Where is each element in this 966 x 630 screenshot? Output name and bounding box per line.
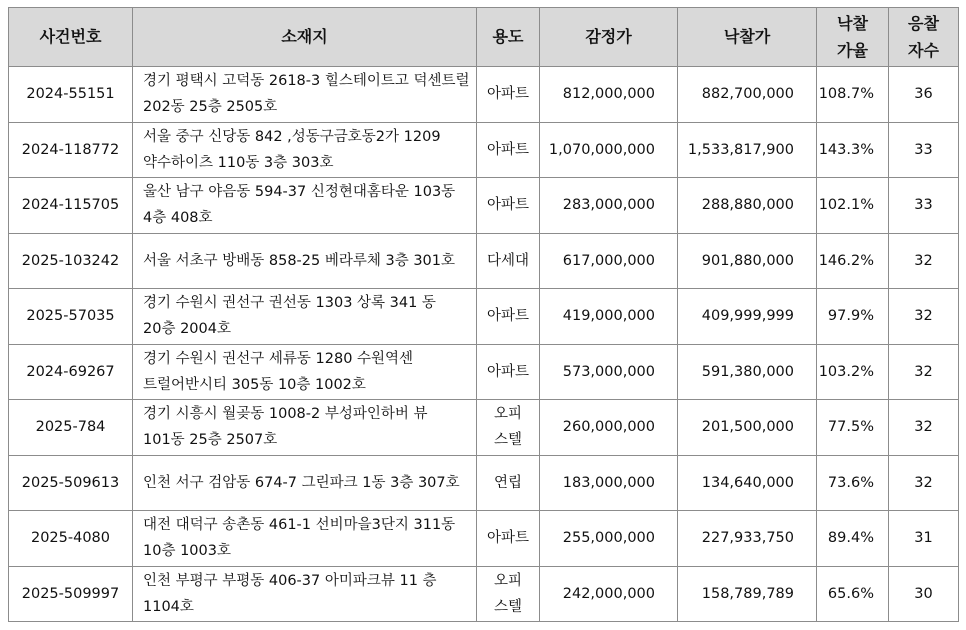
cell-appraisal: 255,000,000	[540, 511, 678, 567]
cell-appraisal: 260,000,000	[540, 400, 678, 456]
cell-use: 다세대	[477, 233, 540, 289]
cell-use: 아파트	[477, 289, 540, 345]
cell-location: 서울 서초구 방배동 858-25 베라루체 3층 301호	[133, 233, 477, 289]
cell-location: 울산 남구 야음동 594-37 신정현대홈타운 103동 4층 408호	[133, 178, 477, 234]
cell-location: 서울 중구 신당동 842 ,성동구금호동2가 1209 약수하이츠 110동 3층 303호	[133, 122, 477, 178]
header-bidders: 응찰 자수	[889, 8, 959, 67]
cell-winning-bid: 1,533,817,900	[678, 122, 817, 178]
cell-case-no: 2024-69267	[9, 344, 133, 400]
cell-use: 오피 스텔	[477, 400, 540, 456]
cell-bidders: 33	[889, 178, 959, 234]
cell-bidders: 31	[889, 511, 959, 567]
header-location: 소재지	[133, 8, 477, 67]
header-bid-rate: 낙찰 가율	[817, 8, 889, 67]
cell-location: 경기 평택시 고덕동 2618-3 힐스테이트고 덕센트럴 202동 25층 2505호	[133, 67, 477, 123]
cell-winning-bid: 134,640,000	[678, 455, 817, 511]
cell-bid-rate: 146.2%	[817, 233, 889, 289]
cell-bid-rate: 97.9%	[817, 289, 889, 345]
header-winning-bid: 낙찰가	[678, 8, 817, 67]
cell-case-no: 2025-509997	[9, 566, 133, 622]
cell-appraisal: 812,000,000	[540, 67, 678, 123]
table-row	[9, 566, 959, 622]
cell-winning-bid: 901,880,000	[678, 233, 817, 289]
table-row	[9, 400, 959, 456]
cell-use: 아파트	[477, 511, 540, 567]
cell-winning-bid: 882,700,000	[678, 67, 817, 123]
cell-winning-bid: 201,500,000	[678, 400, 817, 456]
table-row	[9, 511, 959, 567]
cell-winning-bid: 591,380,000	[678, 344, 817, 400]
table-header-row	[9, 8, 959, 67]
cell-use: 아파트	[477, 344, 540, 400]
cell-use: 아파트	[477, 122, 540, 178]
cell-bidders: 36	[889, 67, 959, 123]
cell-use: 아파트	[477, 178, 540, 234]
cell-case-no: 2024-55151	[9, 67, 133, 123]
cell-bidders: 32	[889, 233, 959, 289]
cell-bid-rate: 102.1%	[817, 178, 889, 234]
header-case-no: 사건번호	[9, 8, 133, 67]
cell-location: 인천 서구 검암동 674-7 그린파크 1동 3층 307호	[133, 455, 477, 511]
cell-use: 아파트	[477, 67, 540, 123]
cell-bid-rate: 143.3%	[817, 122, 889, 178]
cell-appraisal: 283,000,000	[540, 178, 678, 234]
cell-location: 경기 수원시 권선구 세류동 1280 수원역센 트럴어반시티 305동 10층 1002호	[133, 344, 477, 400]
cell-bid-rate: 77.5%	[817, 400, 889, 456]
table-row	[9, 67, 959, 123]
cell-case-no: 2025-784	[9, 400, 133, 456]
cell-case-no: 2025-103242	[9, 233, 133, 289]
cell-appraisal: 419,000,000	[540, 289, 678, 345]
table-row	[9, 233, 959, 289]
cell-appraisal: 183,000,000	[540, 455, 678, 511]
cell-bid-rate: 89.4%	[817, 511, 889, 567]
cell-appraisal: 242,000,000	[540, 566, 678, 622]
cell-location: 대전 대덕구 송촌동 461-1 선비마을3단지 311동 10층 1003호	[133, 511, 477, 567]
cell-use: 오피 스텔	[477, 566, 540, 622]
cell-bidders: 32	[889, 289, 959, 345]
cell-winning-bid: 158,789,789	[678, 566, 817, 622]
cell-bidders: 32	[889, 455, 959, 511]
cell-location: 인천 부평구 부평동 406-37 아미파크뷰 11 층 1104호	[133, 566, 477, 622]
table-row	[9, 289, 959, 345]
cell-bid-rate: 103.2%	[817, 344, 889, 400]
cell-use: 연립	[477, 455, 540, 511]
cell-case-no: 2024-118772	[9, 122, 133, 178]
cell-location: 경기 수원시 권선구 권선동 1303 상록 341 동 20층 2004호	[133, 289, 477, 345]
table-row	[9, 344, 959, 400]
cell-case-no: 2024-115705	[9, 178, 133, 234]
cell-winning-bid: 288,880,000	[678, 178, 817, 234]
cell-bidders: 32	[889, 400, 959, 456]
cell-bidders: 32	[889, 344, 959, 400]
cell-bid-rate: 65.6%	[817, 566, 889, 622]
cell-appraisal: 617,000,000	[540, 233, 678, 289]
table-row	[9, 122, 959, 178]
header-use: 용도	[477, 8, 540, 67]
cell-appraisal: 1,070,000,000	[540, 122, 678, 178]
header-appraisal: 감정가	[540, 8, 678, 67]
table-row	[9, 178, 959, 234]
cell-bidders: 30	[889, 566, 959, 622]
cell-bidders: 33	[889, 122, 959, 178]
cell-appraisal: 573,000,000	[540, 344, 678, 400]
cell-case-no: 2025-57035	[9, 289, 133, 345]
cell-case-no: 2025-509613	[9, 455, 133, 511]
cell-case-no: 2025-4080	[9, 511, 133, 567]
cell-location: 경기 시흥시 월곶동 1008-2 부성파인하버 뷰 101동 25층 2507호	[133, 400, 477, 456]
cell-winning-bid: 227,933,750	[678, 511, 817, 567]
cell-winning-bid: 409,999,999	[678, 289, 817, 345]
table-row	[9, 455, 959, 511]
auction-results-table	[8, 7, 959, 622]
cell-bid-rate: 73.6%	[817, 455, 889, 511]
cell-bid-rate: 108.7%	[817, 67, 889, 123]
